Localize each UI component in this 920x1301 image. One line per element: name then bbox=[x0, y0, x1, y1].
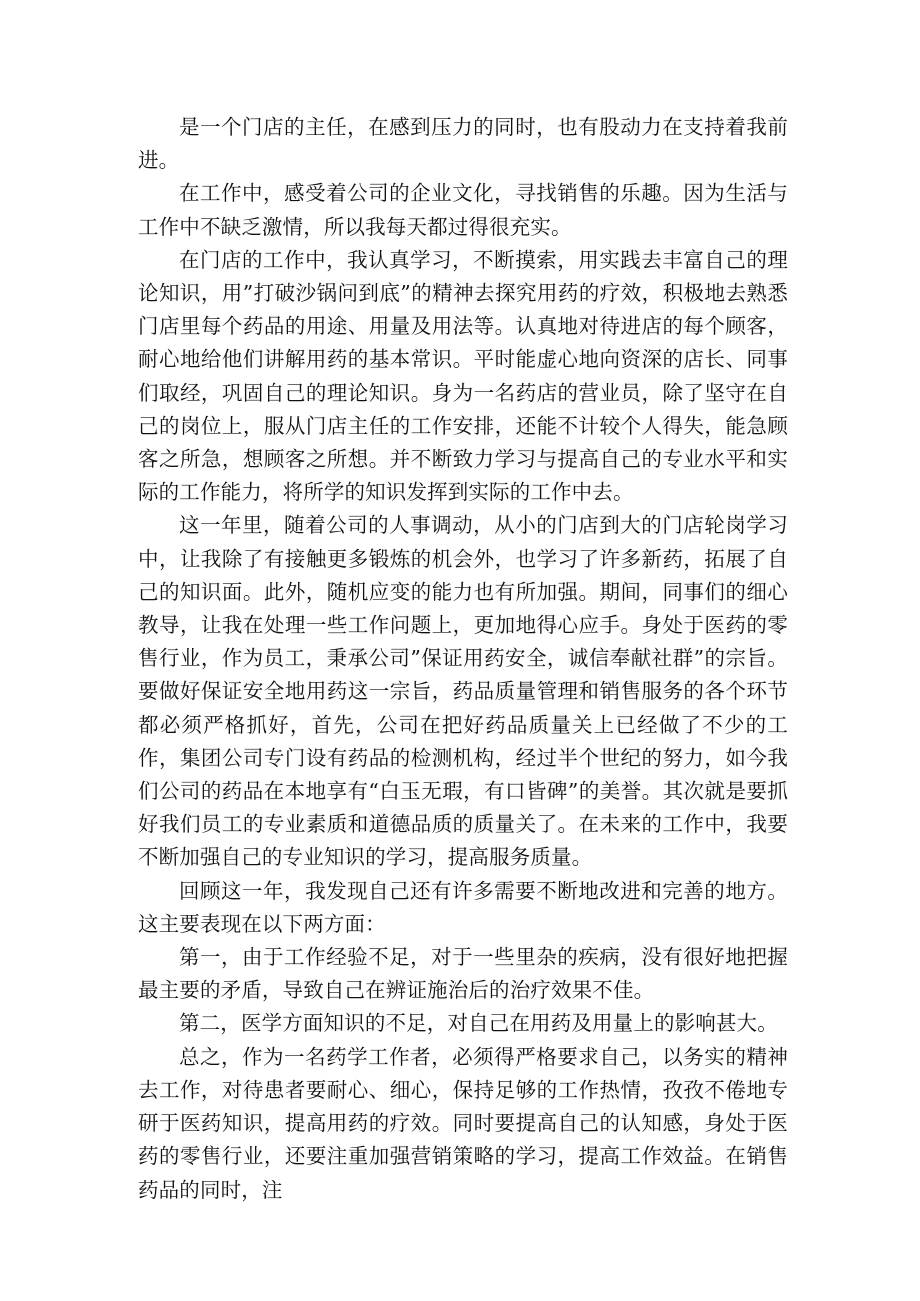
paragraph-6: 第一，由于工作经验不足，对于一些里杂的疾病，没有很好地把握最主要的矛盾，导致自己在辨证施治后的治疗效果不佳。 bbox=[138, 945, 788, 1003]
paragraph-1: 是一个门店的主任，在感到压力的同时，也有股动力在支持着我前进。 bbox=[138, 115, 788, 173]
paragraph-4: 这一年里，随着公司的人事调动，从小的门店到大的门店轮岗学习中，让我除了有接触更多锻炼的机会外，也学习了许多新药，拓展了自己的知识面。此外，随机应变的能力也有所加强。期间，同事们的细心教导，让我在处理一些工作问题上，更加地得心应手。身处于医药的零售行业，作为员工，秉承公司”保证用药安全，诚信奉献社群”的宗旨。要做好保证安全地用药这一宗旨，药品质量管理和销售服务的各个环节都必须严格抓好，首先，公司在把好药品质量关上已经做了不少的工作，集团公司专门设有药品的检测机构，经过半个世纪的努力，如今我们公司的药品在本地享有“白玉无瑕，有口皆碑”的美誉。其次就是要抓好我们员工的专业素质和道德品质的质量关了。在未来的工作中，我要不断加强自己的专业知识的学习，提高服务质量。 bbox=[138, 513, 788, 870]
paragraph-7: 第二，医学方面知识的不足，对自己在用药及用量上的影响甚大。 bbox=[179, 1011, 778, 1036]
paragraph-8: 总之，作为一名药学工作者，必须得严格要求自己，以务实的精神去工作，对待患者要耐心、细心，保持足够的工作热情，孜孜不倦地专研于医药知识，提高用药的疗效。同时要提高自己的认知感，身处于医药的零售行业，还要注重加强营销策略的学习，提高工作效益。在销售药品的同时，注 bbox=[138, 1044, 788, 1202]
paragraph-5: 回顾这一年，我发现自己还有许多需要不断地改进和完善的地方。这主要表现在以下两方面： bbox=[138, 878, 788, 936]
paragraph-3: 在门店的工作中，我认真学习，不断摸索，用实践去丰富自己的理论知识，用”打破沙锅问到底”的精神去探究用药的疗效，积极地去熟悉门店里每个药品的用途、用量及用法等。认真地对待进店的每个顾客，耐心地给他们讲解用药的基本常识。平时能虚心地向资深的店长、同事们取经，巩固自己的理论知识。身为一名药店的营业员，除了坚守在自己的岗位上，服从门店主任的工作安排，还能不计较个人得失，能急顾客之所急，想顾客之所想。并不断致力学习与提高自己的专业水平和实际的工作能力，将所学的知识发挥到实际的工作中去。 bbox=[138, 247, 788, 505]
paragraph-2: 在工作中，感受着公司的企业文化，寻找销售的乐趣。因为生活与工作中不缺乏激情，所以我每天都过得很充实。 bbox=[138, 181, 788, 239]
document-body bbox=[138, 111, 788, 1207]
